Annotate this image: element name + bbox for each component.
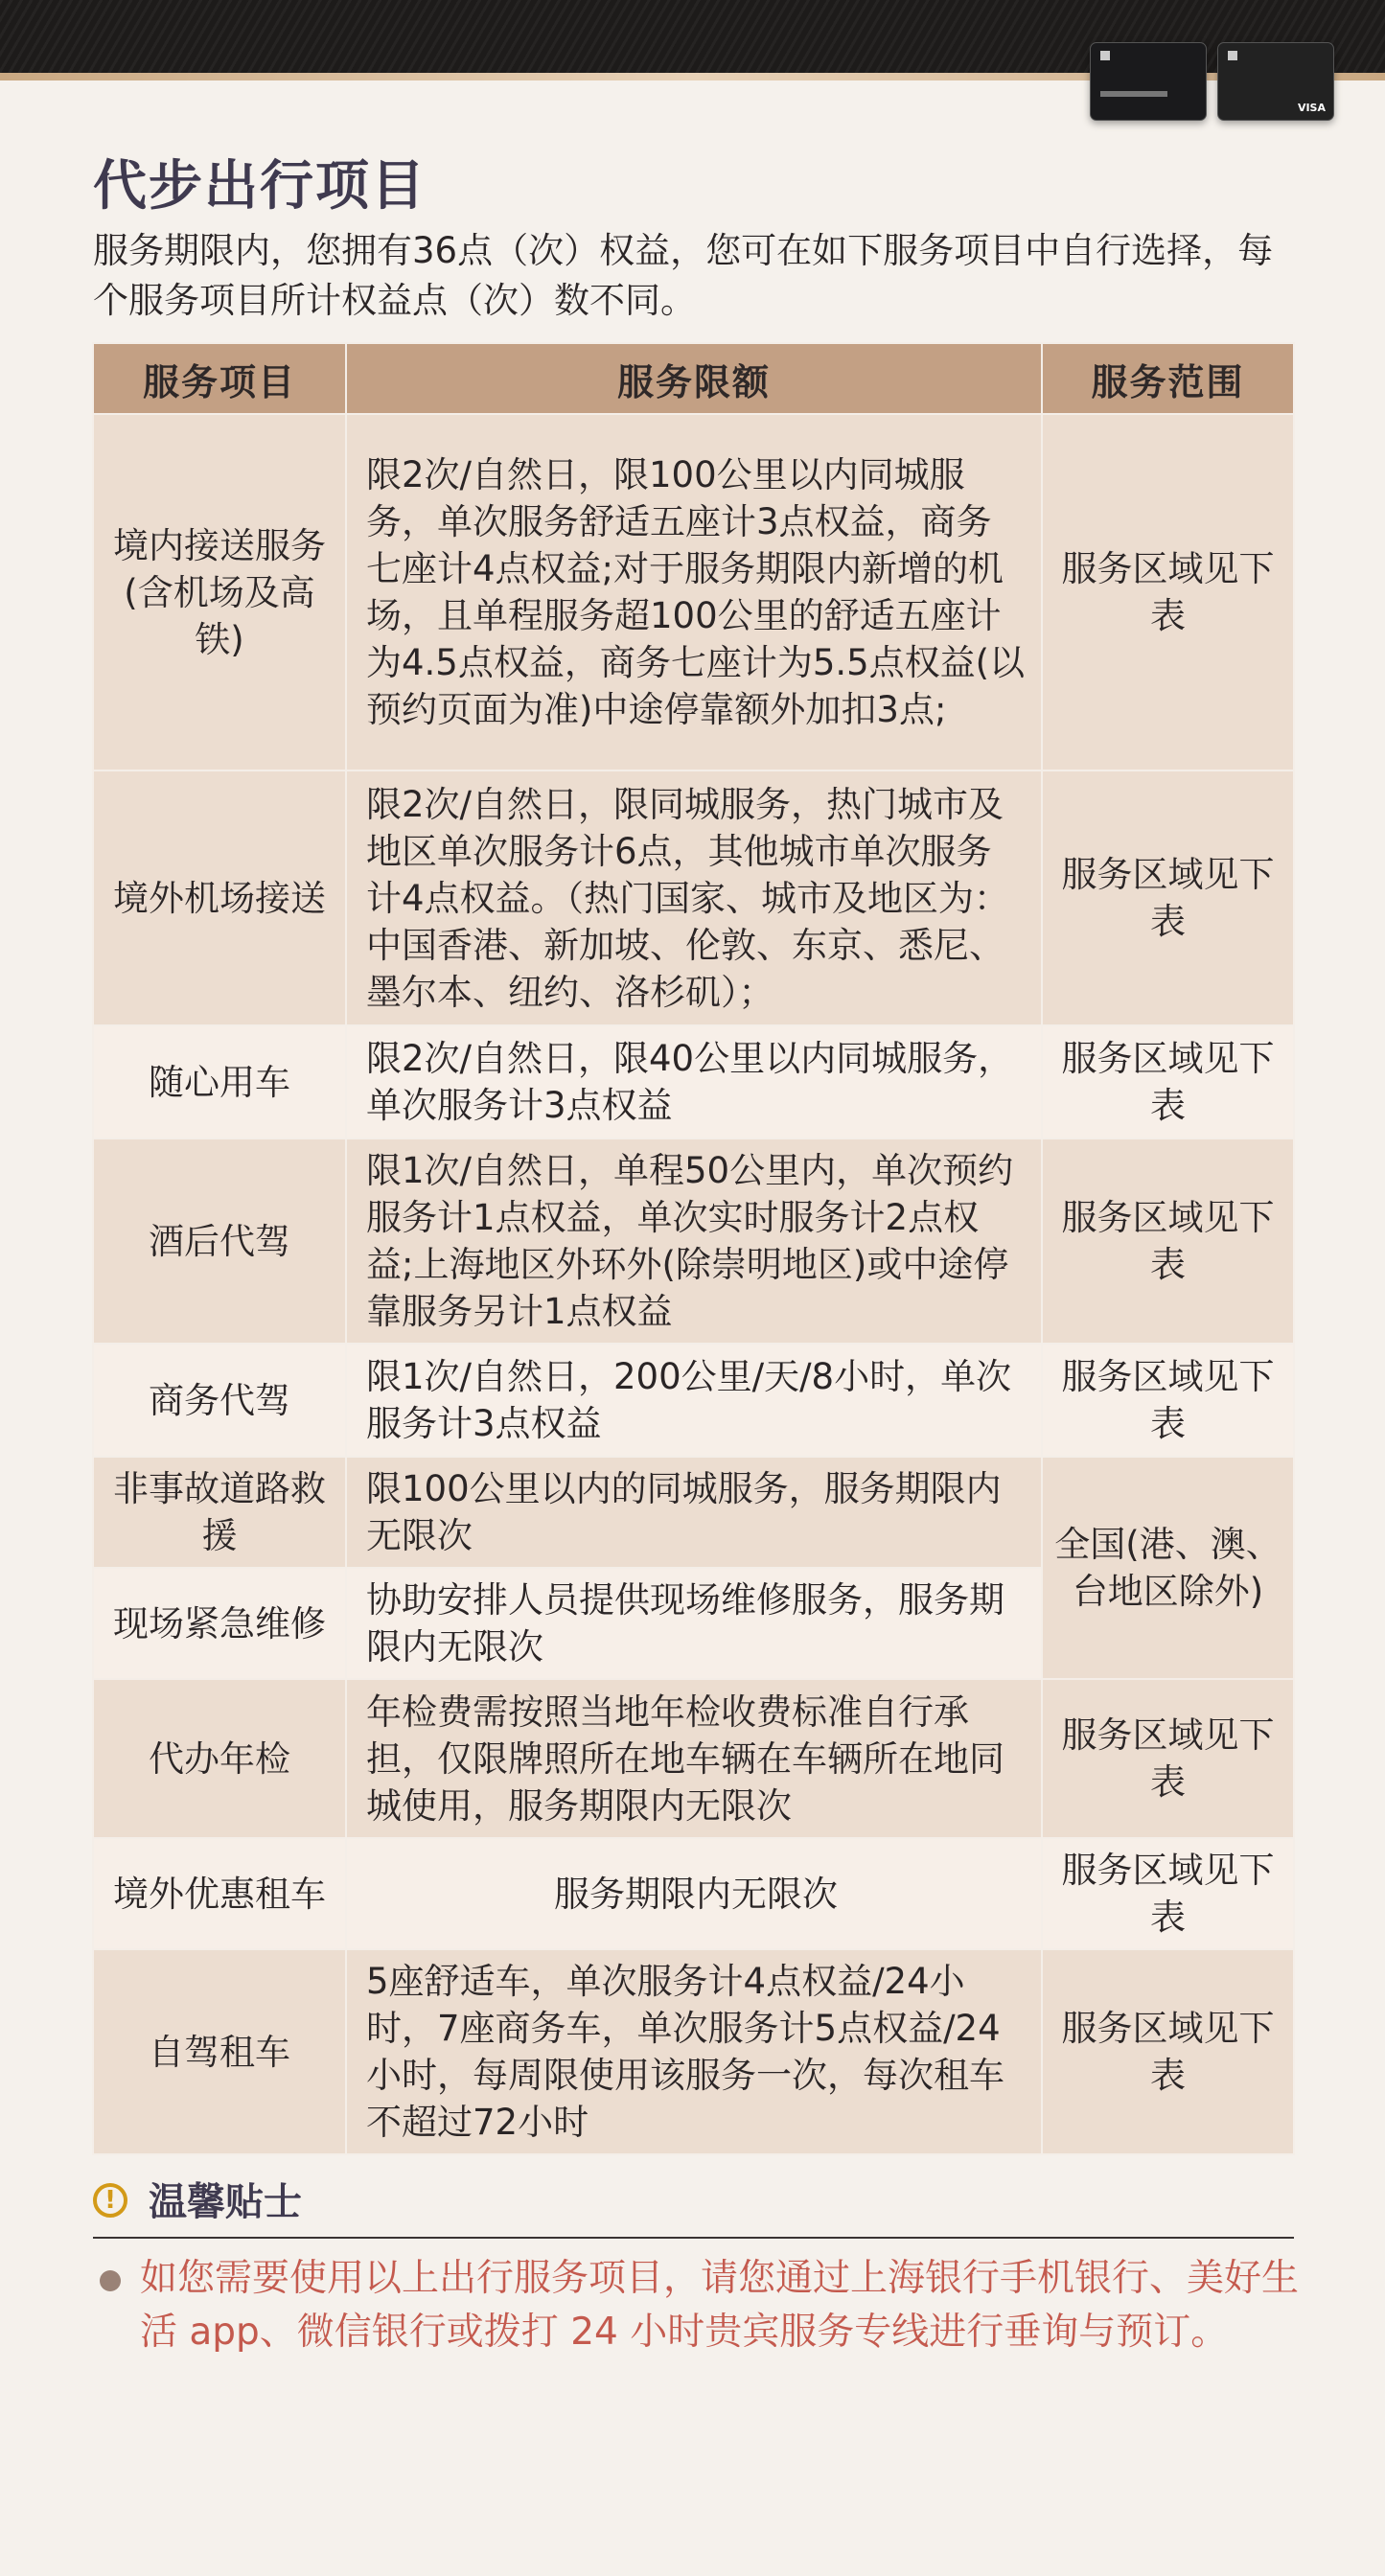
page-title: 代步出行项目: [93, 155, 427, 218]
service-limit: 限2次/自然日，限40公里以内同城服务，单次服务计3点权益: [346, 1025, 1042, 1138]
table-row: [93, 1457, 1294, 1568]
bullet-dot-icon: [100, 2270, 121, 2291]
service-limit: 限1次/自然日，单程50公里内，单次预约服务计1点权益，单次实时服务计2点权益;上海地区外环外(除崇明地区)或中途停靠服务另计1点权益: [346, 1138, 1042, 1344]
service-item: 随心用车: [93, 1025, 346, 1138]
table-row: [93, 1949, 1294, 2154]
tip-note: 如您需要使用以上出行服务项目，请您通过上海银行手机银行、美好生活 app、微信银行或拨打 24 小时贵宾服务专线进行垂询与预订。: [140, 2257, 1300, 2354]
visa-logo: VISA: [1297, 102, 1326, 114]
visa-card-image: [1217, 42, 1334, 121]
service-item: 酒后代驾: [93, 1138, 346, 1344]
service-limit: 限1次/自然日，200公里/天/8小时，单次服务计3点权益: [346, 1344, 1042, 1457]
service-scope: 服务区域见下表: [1042, 1679, 1294, 1838]
bank-card-image: [1090, 42, 1207, 121]
tip-section: [93, 2175, 1294, 2235]
service-scope: 服务区域见下表: [1042, 770, 1294, 1025]
service-scope: 服务区域见下表: [1042, 1838, 1294, 1949]
table-row: [93, 1138, 1294, 1344]
divider: [93, 2237, 1294, 2239]
service-item: 自驾租车: [93, 1949, 346, 2154]
service-scope: 服务区域见下表: [1042, 414, 1294, 770]
header-service-limit: 服务限额: [346, 343, 1042, 414]
service-limit: 限100公里以内的同城服务，服务期限内无限次: [346, 1457, 1042, 1568]
service-limit: 5座舒适车，单次服务计4点权益/24小时，7座商务车，单次服务计5点权益/24小时，每周限使用该服务一次，每次租车不超过72小时: [346, 1949, 1042, 2154]
service-table: [92, 342, 1295, 2155]
service-item: 非事故道路救援: [93, 1457, 346, 1568]
tip-title: 温馨贴士: [149, 2180, 302, 2224]
table-row: [93, 770, 1294, 1025]
service-scope: 全国(港、澳、台地区除外): [1042, 1457, 1294, 1679]
header-service-scope: 服务范围: [1042, 343, 1294, 414]
service-item: 境外优惠租车: [93, 1838, 346, 1949]
table-row: [93, 1344, 1294, 1457]
service-item: 代办年检: [93, 1679, 346, 1838]
exclamation-circle-icon: !: [93, 2183, 127, 2218]
service-item: 境内接送服务(含机场及高铁): [93, 414, 346, 770]
header-service-item: 服务项目: [93, 343, 346, 414]
table-row: [93, 1838, 1294, 1949]
table-row: [93, 414, 1294, 770]
service-limit: 协助安排人员提供现场维修服务，服务期限内无限次: [346, 1568, 1042, 1679]
service-scope: 服务区域见下表: [1042, 1138, 1294, 1344]
intro-text: 服务期限内，您拥有36点（次）权益，您可在如下服务项目中自行选择，每个服务项目所计权益点（次）数不同。: [93, 230, 1274, 321]
service-limit: 限2次/自然日，限同城服务，热门城市及地区单次服务计6点，其他城市单次服务计4点权益。（热门国家、城市及地区为：中国香港、新加坡、伦敦、东京、悉尼、墨尔本、纽约、洛杉矶）；: [346, 770, 1042, 1025]
service-limit: 服务期限内无限次: [346, 1838, 1042, 1949]
service-item: 商务代驾: [93, 1344, 346, 1457]
table-row: [93, 1025, 1294, 1138]
service-item: 境外机场接送: [93, 770, 346, 1025]
service-limit: 限2次/自然日，限100公里以内同城服务，单次服务舒适五座计3点权益，商务七座计4点权益;对于服务期限内新增的机场，且单程服务超100公里的舒适五座计为4.5点权益，商务七座计为5.5点权益(以预约页面为准)中途停靠额外加扣3点;: [346, 414, 1042, 770]
service-scope: 服务区域见下表: [1042, 1949, 1294, 2154]
service-item: 现场紧急维修: [93, 1568, 346, 1679]
table-header-row: [93, 343, 1294, 414]
service-limit: 年检费需按照当地年检收费标准自行承担，仅限牌照所在地车辆在车辆所在地同城使用，服务期限内无限次: [346, 1679, 1042, 1838]
table-row: [93, 1679, 1294, 1838]
service-scope: 服务区域见下表: [1042, 1344, 1294, 1457]
service-scope: 服务区域见下表: [1042, 1025, 1294, 1138]
